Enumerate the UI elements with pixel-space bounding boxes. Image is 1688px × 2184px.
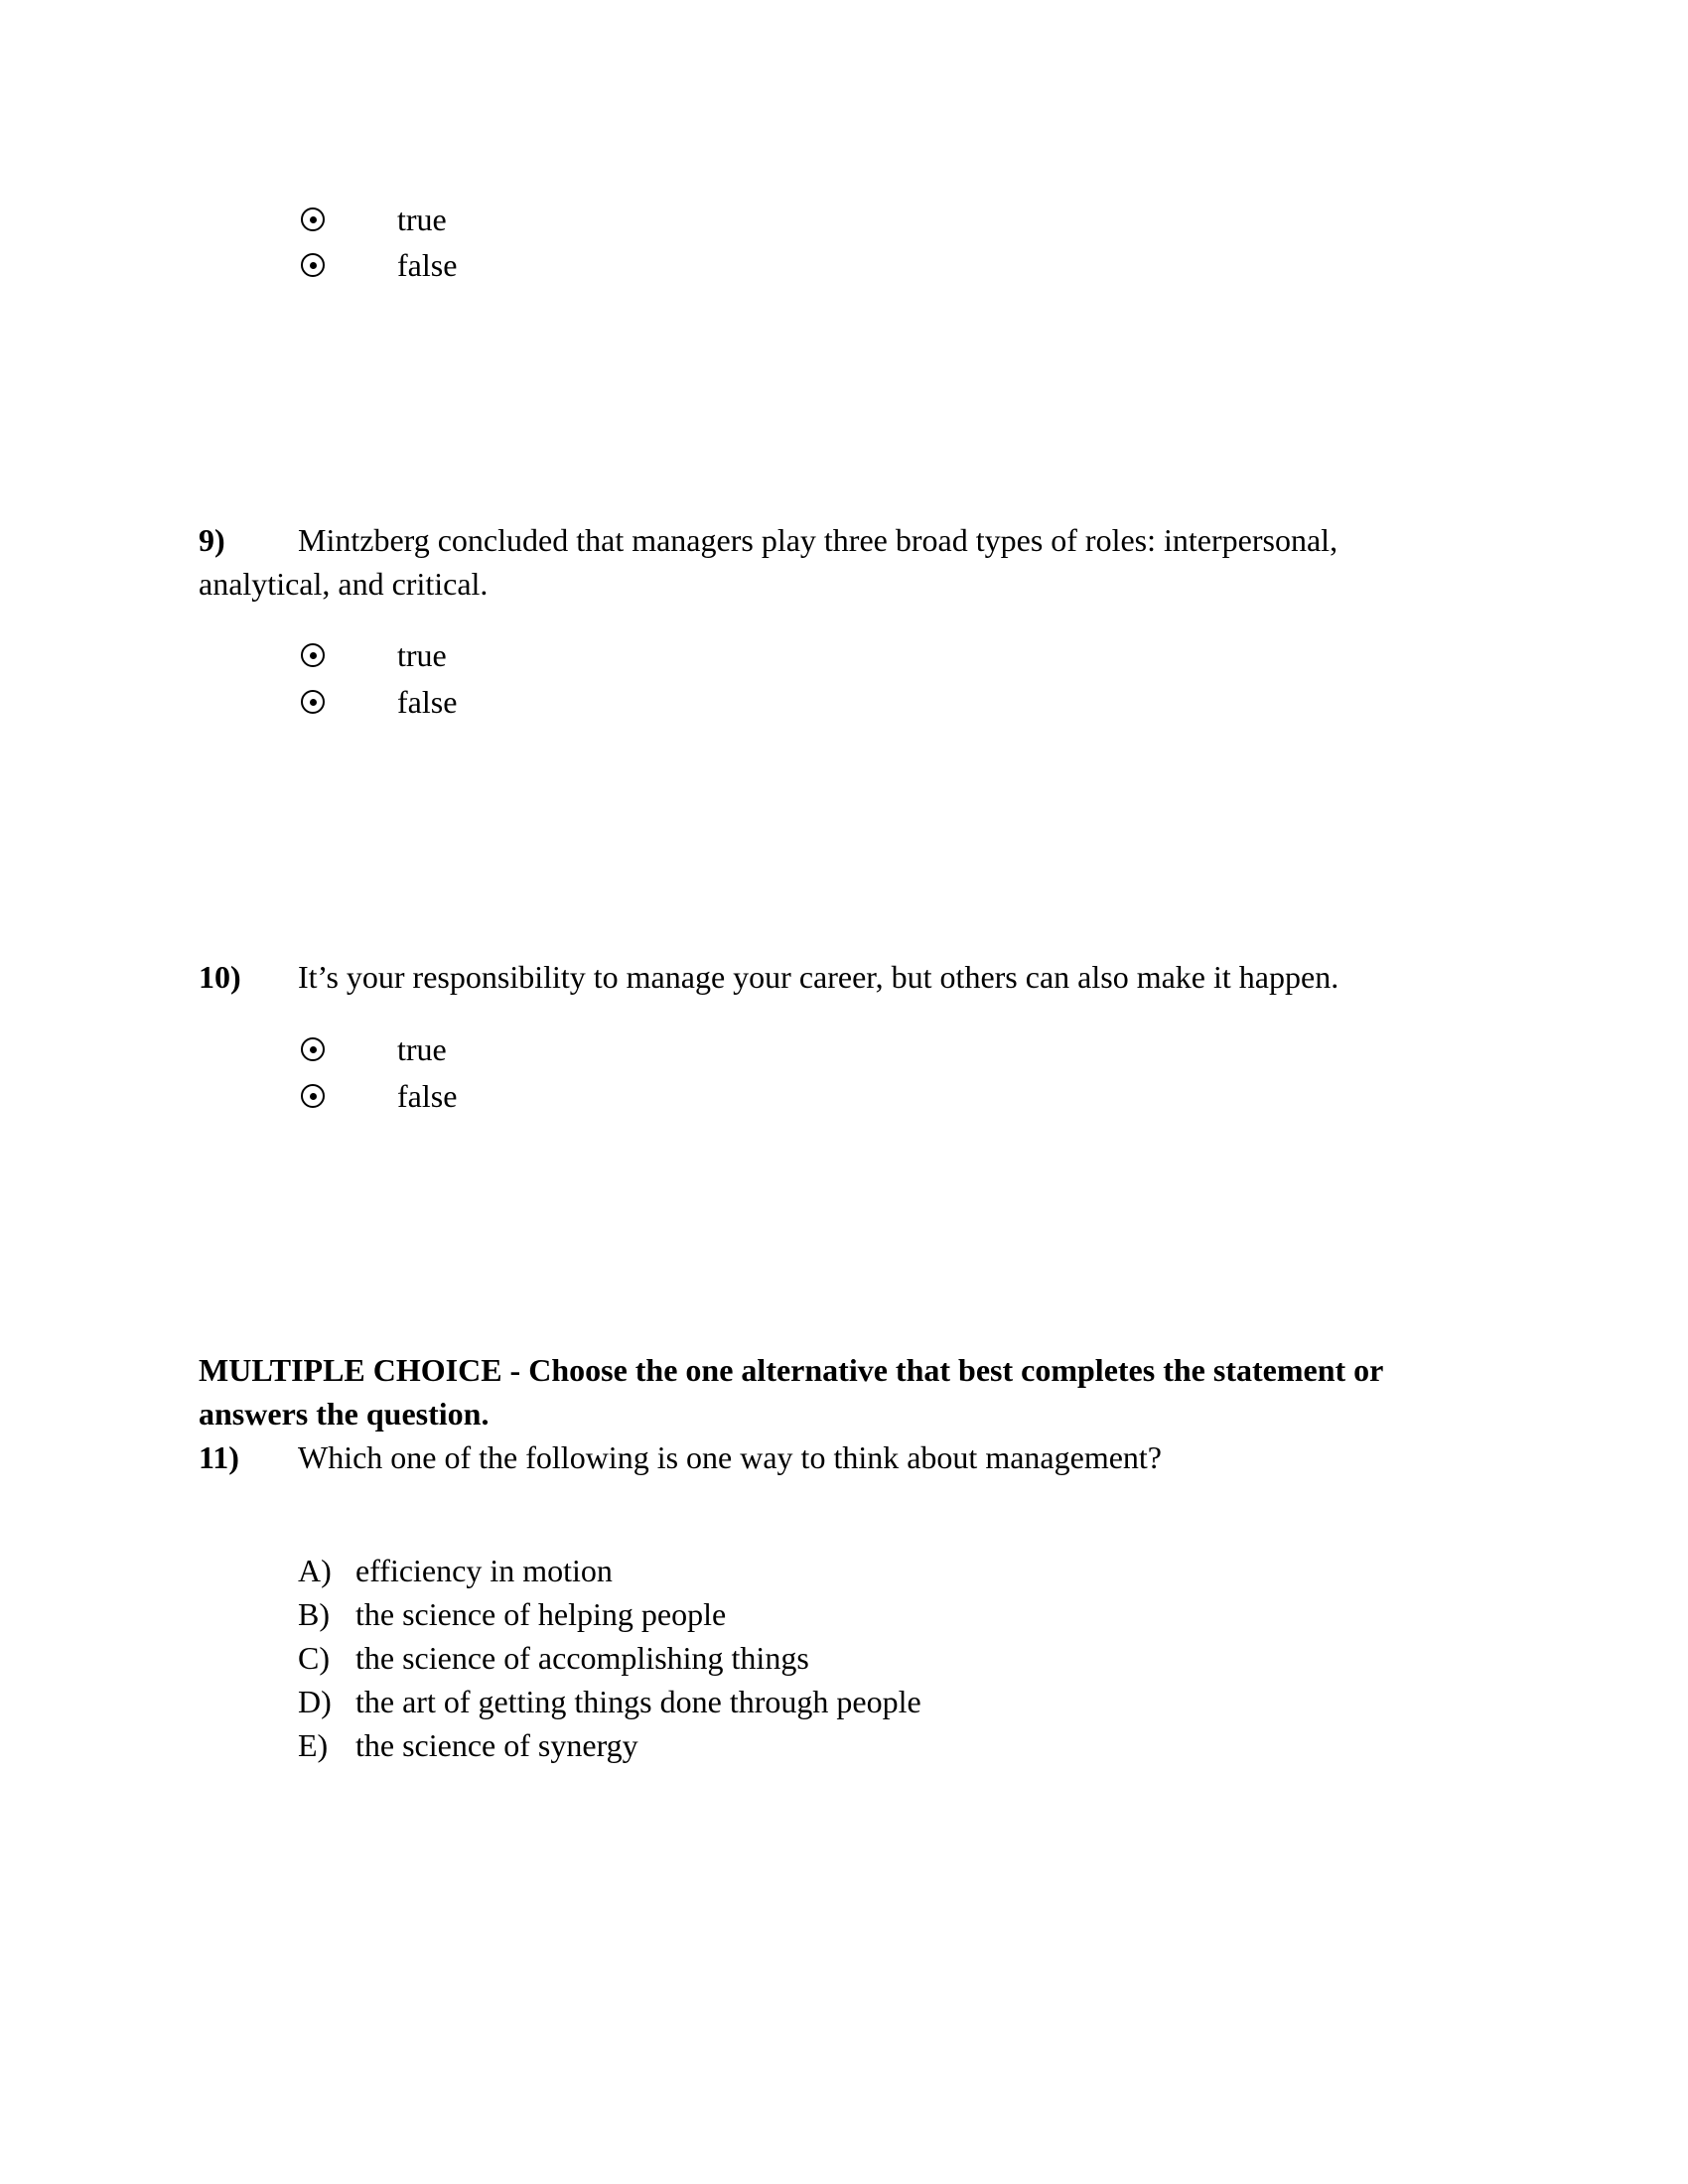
choice-text: the science of helping people (355, 1596, 727, 1632)
choice-letter: D) (298, 1684, 332, 1719)
q11-choice-e[interactable] (298, 1723, 638, 1767)
q9-true-radio-icon[interactable] (301, 643, 325, 667)
section-heading-line2: answers the question. (199, 1396, 490, 1432)
choice-letter: C) (298, 1640, 330, 1676)
q10-true-label[interactable]: true (397, 1031, 447, 1067)
q10-text: It’s your responsibility to manage your career, but others can also make it happen. (298, 959, 1339, 995)
q9-false-label[interactable]: false (397, 684, 458, 720)
q8-false-radio-icon[interactable] (301, 253, 325, 277)
q9-text-line1: Mintzberg concluded that managers play three broad types of roles: interpersonal, (298, 522, 1338, 558)
q9-text-line2: analytical, and critical. (199, 566, 489, 602)
choice-text: the science of accomplishing things (355, 1640, 809, 1676)
q11-choice-c[interactable] (298, 1636, 809, 1680)
q8-true-label[interactable]: true (397, 202, 447, 237)
q9-true-label[interactable]: true (397, 637, 447, 673)
q10-false-radio-icon[interactable] (301, 1084, 325, 1108)
choice-text: efficiency in motion (355, 1553, 613, 1588)
q11-text: Which one of the following is one way to think about management? (298, 1439, 1162, 1475)
q10-false-label[interactable]: false (397, 1078, 458, 1114)
q11-number: 11) (199, 1439, 239, 1475)
q11-choice-d[interactable] (298, 1680, 921, 1723)
q8-true-radio-icon[interactable] (301, 207, 325, 231)
q10-true-radio-icon[interactable] (301, 1037, 325, 1061)
q8-false-label[interactable]: false (397, 247, 458, 283)
q9-number: 9) (199, 522, 225, 558)
section-heading-line1: MULTIPLE CHOICE - Choose the one alternative that best completes the statement or (199, 1352, 1384, 1388)
q10-number: 10) (199, 959, 241, 995)
choice-text: the art of getting things done through people (355, 1684, 921, 1719)
q11-choice-a[interactable] (298, 1549, 613, 1592)
choice-text: the science of synergy (355, 1727, 638, 1763)
q9-false-radio-icon[interactable] (301, 690, 325, 714)
choice-letter: E) (298, 1727, 329, 1763)
choice-letter: B) (298, 1596, 330, 1632)
q11-choice-b[interactable] (298, 1592, 726, 1636)
choice-letter: A) (298, 1553, 332, 1588)
